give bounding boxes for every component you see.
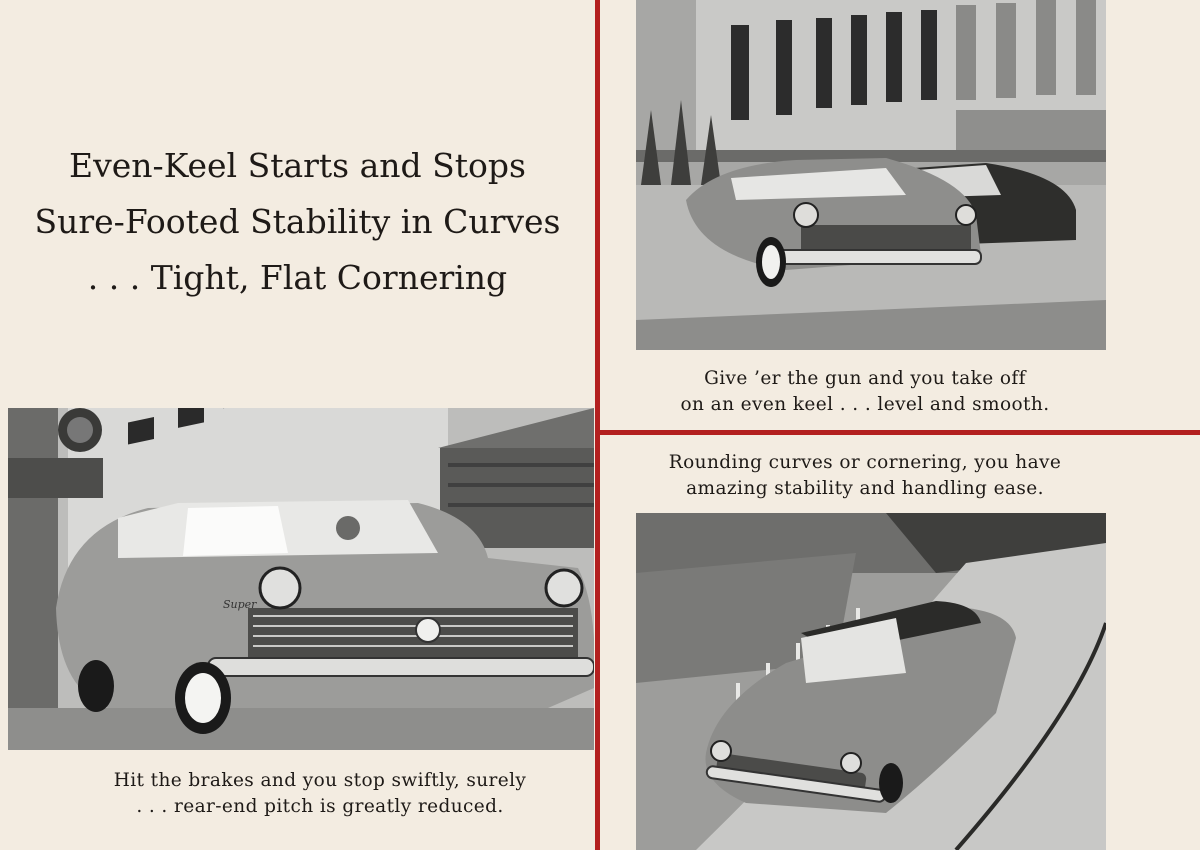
red-horizontal-rule [600, 430, 1200, 435]
caption-curves-line-2: amazing stability and handling ease. [686, 478, 1044, 499]
caption-brakes-line-1: Hit the brakes and you stop swiftly, surely [113, 770, 527, 791]
headline-line-2: Sure-Footed Stability in Curves [34, 202, 561, 241]
caption-start [600, 366, 1130, 418]
caption-curves-line-1: Rounding curves or cornering, you have [668, 452, 1062, 473]
super-script-badge: Super [223, 598, 257, 611]
caption-start-line-1: Give ’er the gun and you take off [704, 368, 1026, 389]
headline-line-1: Even-Keel Starts and Stops [69, 146, 526, 185]
caption-curves [600, 450, 1130, 502]
headline-line-3: . . . Tight, Flat Cornering [87, 258, 508, 297]
illustration-start [636, 0, 1106, 350]
illustration-stop [8, 408, 594, 750]
caption-brakes-line-2: . . . rear-end pitch is greatly reduced. [136, 796, 504, 817]
headline [0, 138, 595, 306]
illustration-curve [636, 513, 1106, 850]
red-vertical-rule [595, 0, 600, 850]
caption-start-line-2: on an even keel . . . level and smooth. [680, 394, 1050, 415]
caption-brakes [0, 768, 640, 820]
